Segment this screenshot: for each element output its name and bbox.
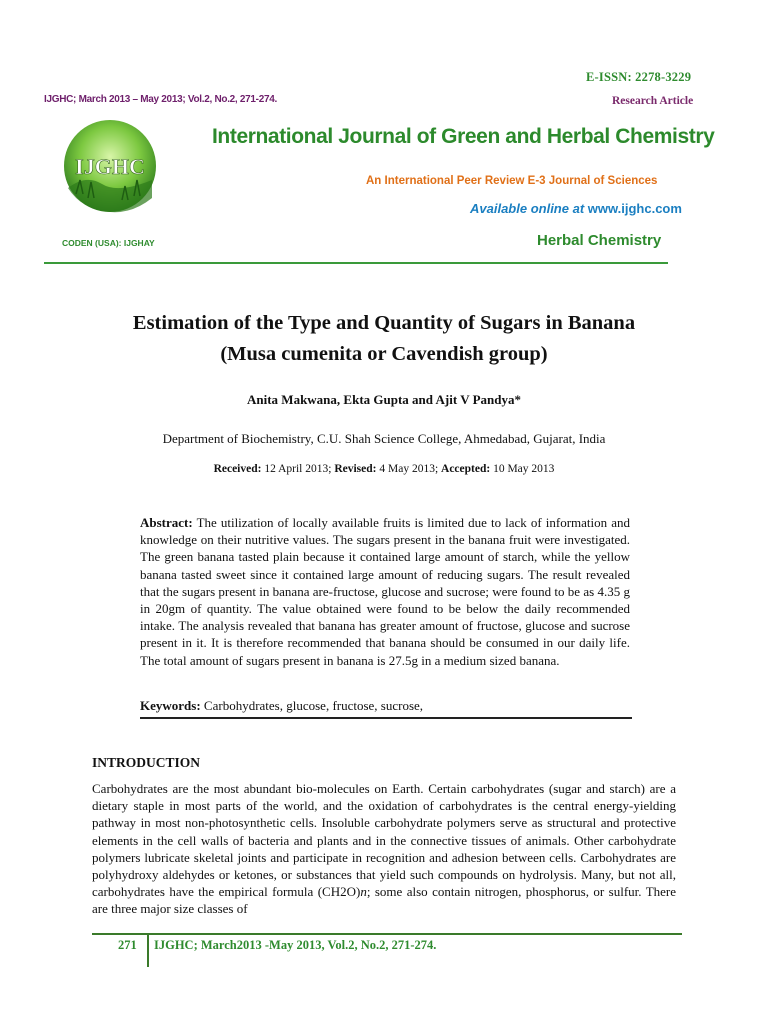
article-type-label: Research Article bbox=[612, 95, 694, 107]
footer-citation: IJGHC; March2013 -May 2013, Vol.2, No.2, 271-274. bbox=[154, 938, 437, 952]
journal-logo-graphic bbox=[62, 118, 158, 214]
introduction-text: Carbohydrates are the most abundant bio-molecules on Earth. Certain carbohydrates (sugar and starch) are a dietary staple in most parts of the world, and the oxidation of carbohydrates is the central energy-yielding pathway in most non-photosynthetic cells. Insoluble carbohydrate polymers serve as structural and protective elements in the cell walls of bacteria and plants and in the connective tissues of animals. Other carbohydrate polymers lubricate skeletal joints and participate in recognition and adhesion between cells. Carbohydrates are polyhydroxy aldehydes or ketones, or substances that yield such compounds on hydrolysis. Many, but not all, carbohydrates have the empirical formula bbox=[92, 781, 676, 900]
footer-divider bbox=[92, 933, 682, 935]
accepted-label: Accepted: bbox=[441, 463, 491, 475]
logo-text: IJGHC bbox=[75, 154, 145, 179]
article-title-line2: (Musa cumenita or Cavendish group) bbox=[220, 343, 548, 365]
accepted-date: 10 May 2013 bbox=[493, 463, 555, 475]
empirical-formula: (CH2O) bbox=[317, 884, 361, 900]
formula-subscript-n: n bbox=[360, 884, 367, 900]
header-divider bbox=[44, 262, 668, 264]
keywords bbox=[140, 698, 630, 714]
revised-label: Revised: bbox=[334, 463, 377, 475]
abstract bbox=[140, 514, 630, 669]
received-date: 12 April 2013; bbox=[264, 463, 332, 475]
journal-title: International Journal of Green and Herbal Chemistry bbox=[212, 125, 715, 148]
coden-label: CODEN (USA): IJGHAY bbox=[62, 238, 155, 248]
abstract-label: Abstract: bbox=[140, 515, 193, 530]
article-title-line1: Estimation of the Type and Quantity of Sugars in Banana bbox=[132, 312, 636, 334]
keywords-text: Carbohydrates, glucose, fructose, sucrose, bbox=[203, 698, 424, 713]
availability-line bbox=[470, 201, 682, 216]
affiliation: Department of Biochemistry, C.U. Shah Science College, Ahmedabad, Gujarat, India bbox=[162, 431, 606, 446]
received-label: Received: bbox=[213, 463, 262, 475]
section-label: Herbal Chemistry bbox=[537, 232, 662, 249]
available-prefix: Available online at bbox=[470, 201, 585, 216]
header-citation: IJGHC; March 2013 – May 2013; Vol.2, No.2, 271-274. bbox=[44, 94, 277, 105]
article-title bbox=[60, 308, 708, 370]
keywords-divider bbox=[140, 717, 632, 719]
introduction-text-tail: ; some also contain nitrogen, phosphorus, or sulfur. There are three major size classes of bbox=[92, 884, 677, 917]
revised-date: 4 May 2013; bbox=[379, 463, 439, 475]
website-link[interactable]: www.ijghc.com bbox=[587, 201, 682, 216]
peer-review-tagline: An International Peer Review E-3 Journal of Sciences bbox=[366, 175, 658, 187]
authors: Anita Makwana, Ekta Gupta and Ajit V Pandya* bbox=[246, 392, 522, 407]
introduction-heading: INTRODUCTION bbox=[92, 755, 201, 770]
article-dates bbox=[60, 463, 708, 475]
abstract-text: The utilization of locally available fruits is limited due to lack of information and knowledge on their nutritive values. The sugars present in the banana fruit were investigated. The green banana tasted plain because it contained large amount of starch, while the yellow banana tasted sweet since it contained large amount of reducing sugars. The result revealed that the sugars present in banana are-fructose, glucose and sucrose; were found to be as 4.35 g in 20gm of quantity. The value obtained were found to be below the daily recommended intake. The analysis revealed that banana has greater amount of fructose, glucose and sucrose present in it. It is therefore recommended that banana should be consumed in our daily life. The total amount of sugars present in banana is 27.5g in a medium sized banana. bbox=[140, 515, 630, 668]
journal-logo bbox=[62, 118, 158, 214]
issn-label: E-ISSN: 2278-3229 bbox=[586, 70, 692, 84]
page-number: 271 bbox=[118, 938, 137, 952]
keywords-label: Keywords: bbox=[140, 698, 201, 713]
introduction-body bbox=[92, 780, 676, 918]
footer-vertical-bar bbox=[147, 934, 149, 967]
